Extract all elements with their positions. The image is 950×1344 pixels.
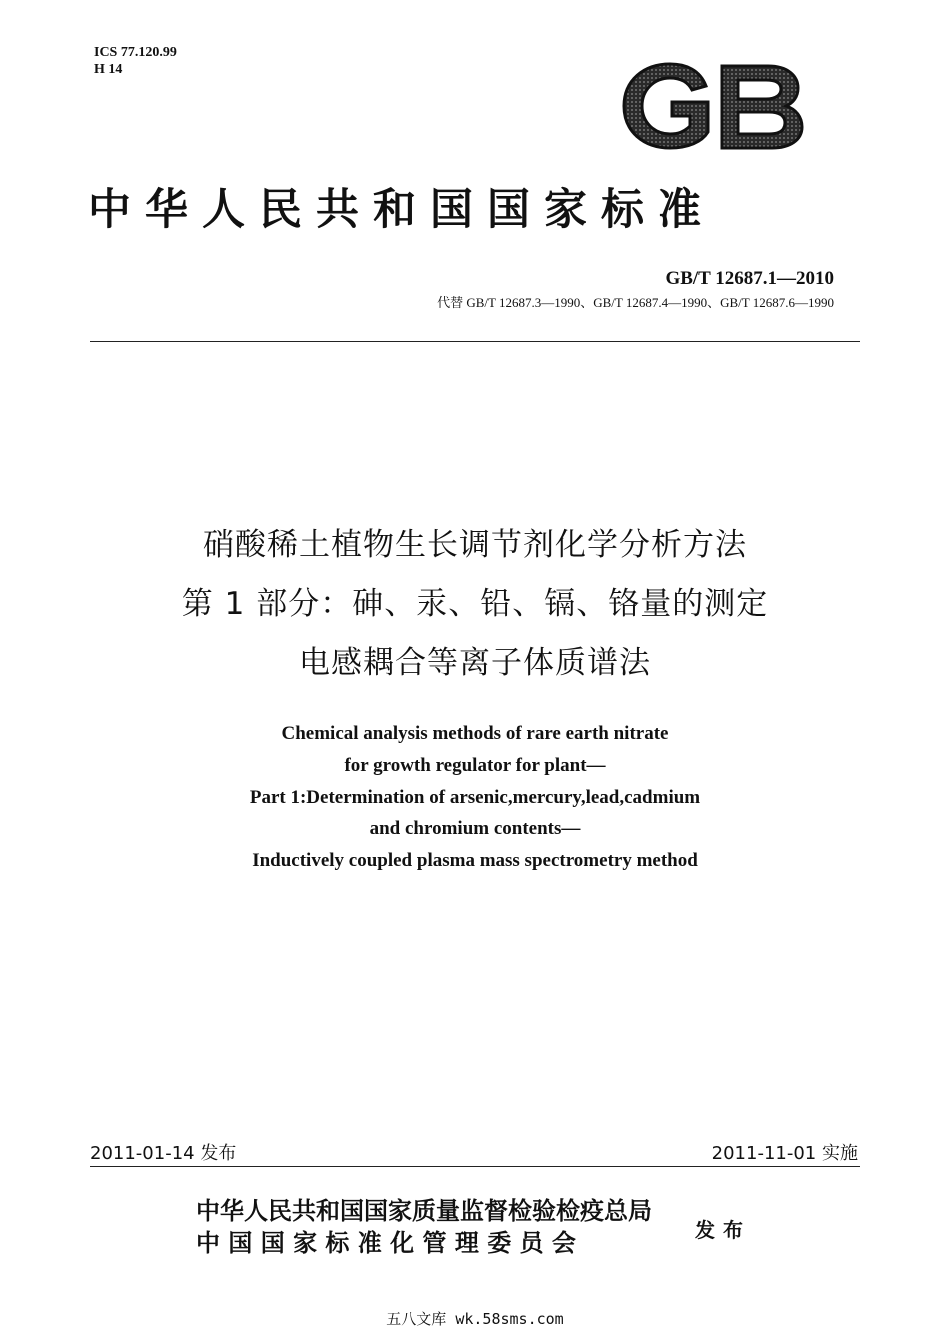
ics-code: ICS 77.120.99 bbox=[94, 45, 177, 60]
english-title-line-4: and chromium contents— bbox=[369, 818, 581, 839]
english-title-line-5: Inductively coupled plasma mass spectrometry method bbox=[252, 850, 698, 871]
ccs-code: H 14 bbox=[94, 62, 123, 77]
gb-logo bbox=[618, 56, 808, 156]
replaces-note: 代替 GB/T 12687.3—1990、GB/T 12687.4—1990、GB/T 12687.6—1990 bbox=[437, 295, 834, 310]
issuer-sac: 中 国 国 家 标 准 化 管 理 委 员 会 bbox=[196, 1228, 576, 1257]
chinese-title-line-1: 硝酸稀土植物生长调节剂化学分析方法 bbox=[203, 527, 747, 563]
issued-label: 发布 bbox=[695, 1218, 751, 1242]
issuer-aqsiq: 中华人民共和国国家质量监督检验检疫总局 bbox=[196, 1196, 652, 1225]
chinese-title-line-3: 电感耦合等离子体质谱法 bbox=[299, 645, 651, 681]
standard-number: GB/T 12687.1—2010 bbox=[665, 268, 834, 289]
english-title-line-2: for growth regulator for plant— bbox=[344, 755, 606, 776]
gb-logo-icon bbox=[618, 56, 808, 156]
english-title-line-3: Part 1:Determination of arsenic,mercury,lead,cadmium bbox=[249, 787, 701, 808]
implementation-date: 2011-11-01 实施 bbox=[711, 1143, 858, 1164]
english-title-line-1: Chemical analysis methods of rare earth nitrate bbox=[281, 723, 669, 744]
header-divider bbox=[90, 341, 860, 342]
watermark-footer: 五八文库 wk.58sms.com bbox=[386, 1310, 564, 1328]
footer-divider bbox=[90, 1166, 860, 1167]
release-date: 2011-01-14 发布 bbox=[90, 1143, 237, 1164]
national-standard-heading: 中华人民共和国国家标准 bbox=[88, 185, 715, 235]
classification-codes bbox=[94, 44, 177, 78]
chinese-title-line-2: 第 1 部分：砷、汞、铅、镉、铬量的测定 bbox=[181, 586, 769, 622]
